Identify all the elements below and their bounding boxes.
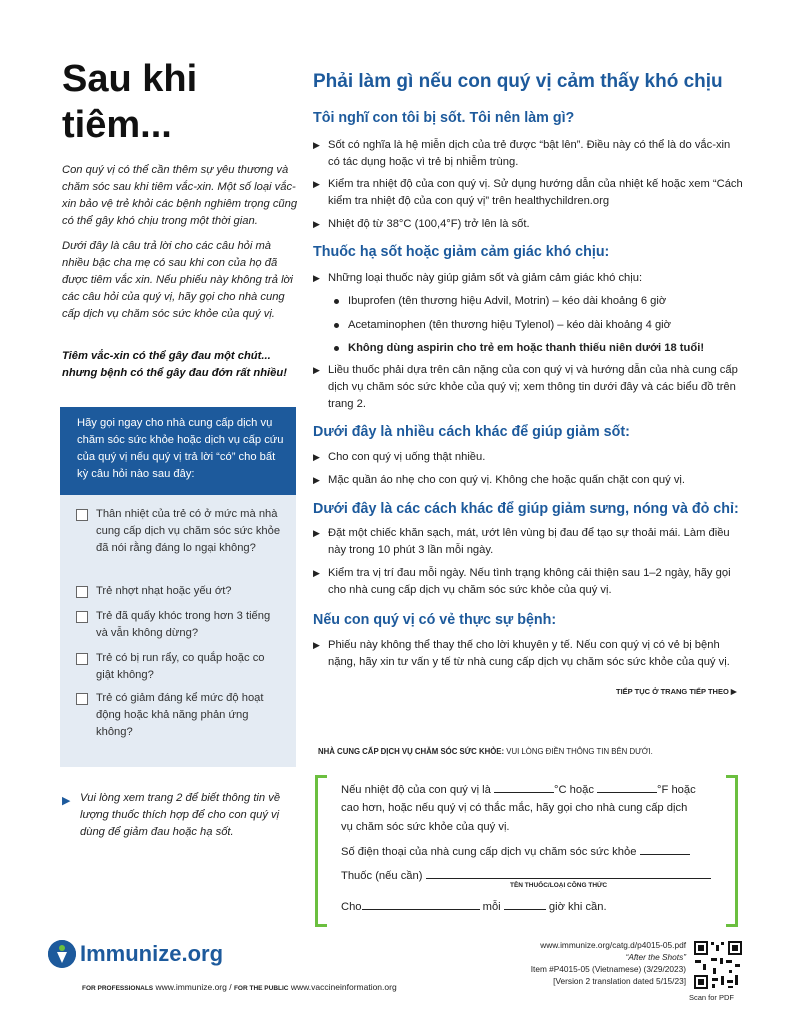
pro-link[interactable]: www.immunize.org — [155, 982, 227, 992]
bullet-dot-icon — [334, 323, 339, 328]
medicine-caption: TÊN THUỐC/LOẠI CÔNG THỨC — [510, 882, 608, 889]
form-text: giờ khi cần. — [548, 901, 607, 913]
arrow-right-icon: ▶ — [62, 795, 71, 807]
bullet-text: Những loại thuốc này giúp giảm sốt và giảm cảm giác khó chịu: — [328, 272, 643, 284]
form-text: Cho — [341, 901, 362, 913]
medicine-field[interactable] — [426, 867, 711, 879]
fahrenheit-field[interactable] — [597, 781, 657, 793]
form-bracket-left — [315, 775, 327, 927]
intro-paragraph: Dưới đây là câu trả lời cho các câu hỏi mà nhiều bậc cha mẹ có sau khi con của họ đã được tiêm vắc xin. Nếu phiếu này không trả lời các câu hỏi của quý vị, hãy gọi cho nhà cung cấp dịch vụ chăm sóc sức khỏe của quý vị. — [62, 240, 293, 320]
checkbox[interactable] — [76, 611, 88, 623]
bullet-arrow-icon: ▶ — [313, 528, 320, 538]
separator: / — [226, 982, 234, 992]
version-note: [Version 2 translation dated 5/15/23] — [553, 976, 686, 986]
form-line — [341, 800, 721, 817]
bullet-text: Kiểm tra vị trí đau mỗi ngày. Nếu tình trạng không cải thiện sau 1–2 ngày, hãy gọi cho nhà cung cấp dịch vụ chăm sóc sức khỏe của quý vị. — [328, 567, 731, 596]
bullet-text: Mặc quần áo nhẹ cho con quý vị. Không che hoặc quấn chặt con quý vị. — [328, 474, 686, 486]
form-text: Số điện thoại của nhà cung cấp dịch vụ chăm sóc sức khỏe — [341, 846, 637, 858]
bullet-arrow-icon: ▶ — [313, 640, 320, 650]
scan-label: Scan for PDF — [689, 993, 735, 1002]
form-line-dosage — [341, 898, 721, 916]
section-title: Phải làm gì nếu con quý vị cảm thấy khó chịu — [313, 71, 723, 92]
logo-text: Immunize.org — [80, 941, 224, 966]
dose-field[interactable] — [362, 898, 480, 910]
bullet-arrow-icon: ▶ — [313, 365, 320, 375]
swelling-heading: Dưới đây là các cách khác để giúp giảm sưng, nóng và đỏ chỉ: — [313, 501, 739, 517]
form-line-phone — [341, 843, 721, 861]
bullet-arrow-icon: ▶ — [313, 475, 320, 485]
celsius-field[interactable] — [494, 781, 554, 793]
document-name: “After the Shots” — [625, 952, 686, 962]
public-link[interactable]: www.vaccineinformation.org — [290, 982, 397, 992]
form-text: °F hoặc — [657, 784, 696, 796]
intro-paragraph: Con quý vị có thể cần thêm sự yêu thương và chăm sóc sau khi tiêm vắc-xin. Một số loại vắc-xin bảo vệ trẻ khỏi các bệnh nghiêm trọng cũng có thể gây khó chịu trong một thời gian. — [62, 164, 298, 227]
bullet-arrow-icon: ▶ — [313, 219, 320, 229]
form-text: °C hoặc — [554, 784, 594, 796]
call-now-heading: Hãy gọi ngay cho nhà cung cấp dịch vụ chăm sóc sức khỏe hoặc dịch vụ cấp cứu của quý vị nếu quý vị trả lời “có” cho bất kỳ câu hỏi nào sau đây: — [77, 417, 284, 480]
bullet-text: Kiểm tra nhiệt độ của con quý vị. Sử dụng hướng dẫn của nhiệt kế hoặc xem “Cách kiểm tra nhiệt độ của con quý vị” trên healthychildren.org — [328, 178, 743, 207]
bullet-text: Sốt có nghĩa là hệ miễn dịch của trẻ được “bật lên”. Điều này có thể là do vắc-xin có tác dụng hoặc vì trẻ bị nhiễm trùng. — [328, 139, 731, 168]
bullet-text: Nhiệt độ từ 38°C (100,4°F) trở lên là sốt. — [328, 218, 530, 230]
form-text: Thuốc (nếu cần) — [341, 870, 423, 882]
call-now-box — [60, 407, 296, 767]
sub-text: Không dùng aspirin cho trẻ em hoặc thanh thiếu niên dưới 18 tuổi! — [348, 342, 705, 354]
provider-instructions — [318, 747, 653, 756]
question-text: Trẻ có giảm đáng kể mức độ hoạt động hoặc khả năng phản ứng không? — [96, 692, 264, 738]
call-now-header — [60, 407, 296, 495]
checkbox[interactable] — [76, 586, 88, 598]
pdf-url[interactable]: www.immunize.org/catg.d/p4015-05.pdf — [540, 940, 686, 950]
bullet-arrow-icon: ▶ — [313, 179, 320, 189]
footer-links — [82, 982, 397, 992]
bullet-dot-icon — [334, 346, 339, 351]
form-text: vụ chăm sóc sức khỏe của quý vị. — [341, 821, 510, 833]
bullet-arrow-icon: ▶ — [313, 273, 320, 283]
form-bracket-right — [726, 775, 738, 927]
hours-field[interactable] — [504, 898, 546, 910]
immunize-logo-icon — [48, 940, 76, 968]
form-text: cao hơn, hoặc nếu quý vị có thắc mắc, hãy gọi cho nhà cung cấp dịch — [341, 802, 688, 814]
page-2-note: Vui lòng xem trang 2 để biết thông tin về lượng thuốc thích hợp để cho con quý vị dùng để giảm đau hoặc hạ sốt. — [80, 792, 281, 838]
checkbox[interactable] — [76, 693, 88, 705]
phone-field[interactable] — [640, 843, 690, 855]
bullet-arrow-icon: ▶ — [313, 140, 320, 150]
question-text: Trẻ có bị run rẩy, co quắp hoặc co giật không? — [96, 652, 265, 681]
checkbox[interactable] — [76, 509, 88, 521]
bullet-dot-icon — [334, 299, 339, 304]
bullet-text: Liều thuốc phải dựa trên cân nặng của con quý vị và hướng dẫn của nhà cung cấp dịch vụ chăm sóc sức khỏe của quý vị; xem thông tin dưới đây và các biểu đồ trên trang 2. — [328, 364, 738, 410]
sub-text: Ibuprofen (tên thương hiệu Advil, Motrin) – kéo dài khoảng 6 giờ — [348, 295, 667, 307]
bullet-text: Cho con quý vị uống thật nhiều. — [328, 451, 486, 463]
bullet-text: Đặt một chiếc khăn sạch, mát, ướt lên vùng bị đau để tạo sự thoải mái. Làm điều này trong 10 phút 3 lần mỗi ngày. — [328, 527, 730, 556]
intro-emphasis: Tiêm vắc-xin có thể gây đau một chút... nhưng bệnh có thể gây đau đớn rất nhiều! — [62, 350, 287, 379]
form-line — [341, 819, 721, 836]
continue-note: TIẾP TỤC Ở TRANG TIẾP THEO ▶ — [616, 687, 737, 696]
pro-label: FOR PROFESSIONALS — [82, 985, 154, 992]
bullet-arrow-icon: ▶ — [313, 452, 320, 462]
question-text: Trẻ nhợt nhạt hoặc yếu ớt? — [96, 585, 232, 597]
bullet-text: Phiếu này không thể thay thế cho lời khuyên y tế. Nếu con quý vị có vẻ bị bệnh nặng, hãy xin tư vấn y tế từ nhà cung cấp dịch vụ chăm sóc sức khỏe của quý vị. — [328, 639, 730, 668]
question-text: Thân nhiệt của trẻ có ở mức mà nhà cung cấp dịch vụ chăm sóc sức khỏe đã nói rằng đáng lo ngại không? — [96, 508, 281, 554]
fever-heading: Tôi nghĩ con tôi bị sốt. Tôi nên làm gì? — [313, 110, 575, 126]
public-label: FOR THE PUBLIC — [233, 985, 289, 992]
checkbox[interactable] — [76, 653, 88, 665]
really-sick-heading: Nếu con quý vị có vẻ thực sự bệnh: — [313, 612, 557, 628]
form-text: mỗi — [482, 901, 501, 913]
fever-relief-heading: Dưới đây là nhiều cách khác để giúp giảm sốt: — [313, 424, 630, 440]
bullet-arrow-icon: ▶ — [313, 568, 320, 578]
provider-label-rest: VUI LÒNG ĐIỀN THÔNG TIN BÊN DƯỚI. — [504, 747, 653, 756]
form-line-temperature — [341, 781, 721, 799]
provider-label-bold: NHÀ CUNG CẤP DỊCH VỤ CHĂM SÓC SỨC KHỎE: — [318, 747, 505, 756]
question-text: Trẻ đã quấy khóc trong hơn 3 tiếng và vẫn không dừng? — [96, 610, 271, 639]
sub-text: Acetaminophen (tên thương hiệu Tylenol) – kéo dài khoảng 4 giờ — [348, 319, 671, 331]
medicine-heading: Thuốc hạ sốt hoặc giảm cảm giác khó chịu: — [313, 244, 610, 260]
page-title: Sau khi tiêm... — [62, 58, 198, 146]
item-number: Item #P4015-05 (Vietnamese) (3/29/2023) — [530, 964, 686, 974]
qr-code-icon[interactable] — [693, 940, 743, 990]
form-text: Nếu nhiệt độ của con quý vị là — [341, 784, 491, 796]
